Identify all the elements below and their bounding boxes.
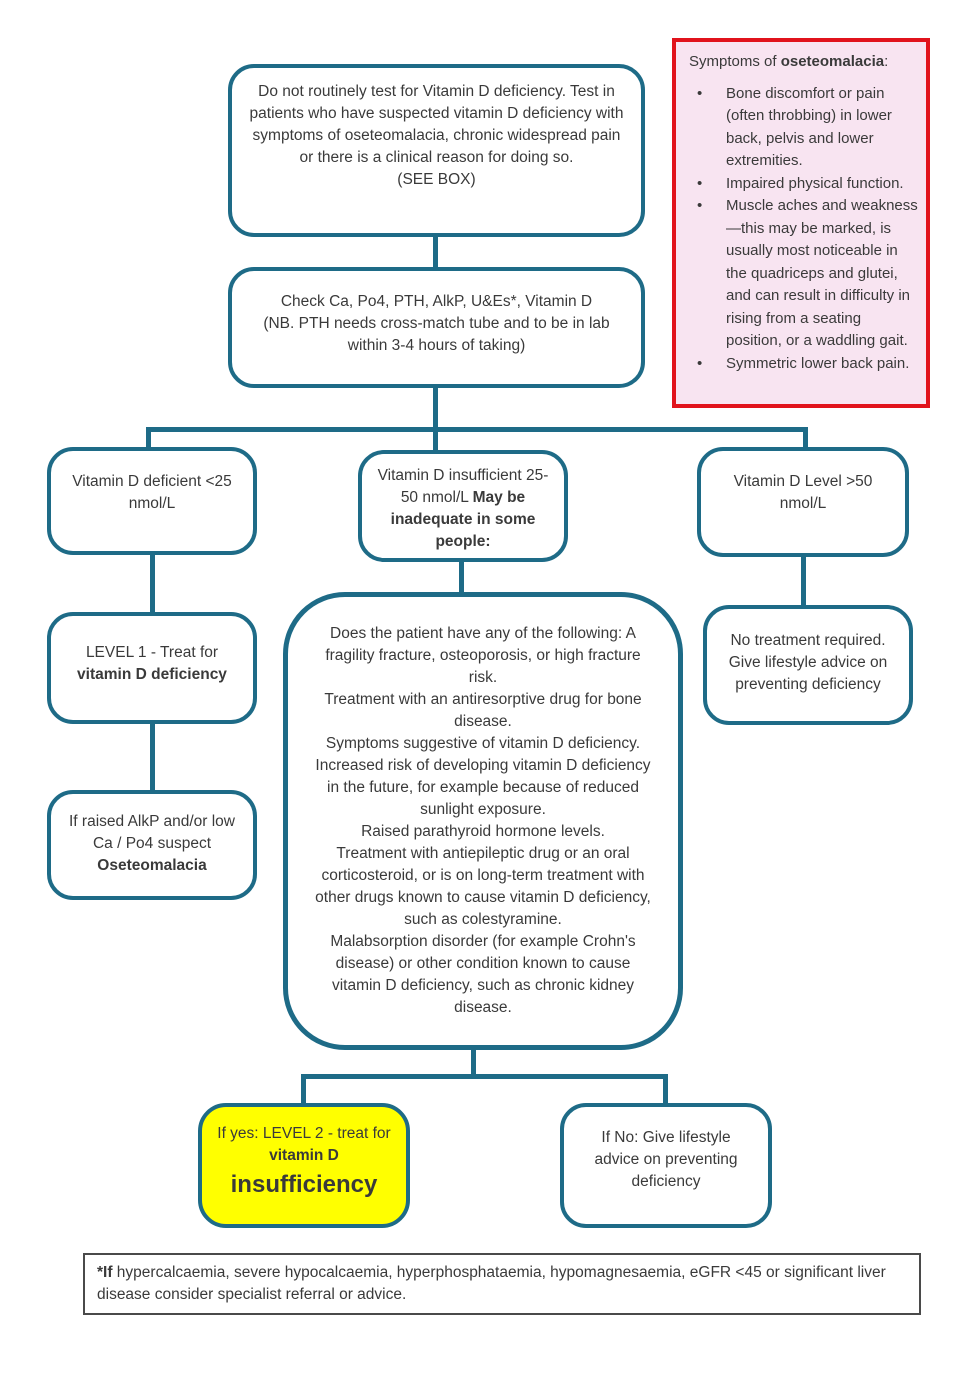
intro-text: Do not routinely test for Vitamin D deficiency. Test in patients who have suspected vitamin D deficiency with symptoms of oseteomalacia, chronic widespread pain or there is a clinical reason for doing so. <box>249 83 624 166</box>
connector-branch-horizontal <box>146 427 808 432</box>
if-no-text: If No: Give lifestyle advice on preventing deficiency <box>594 1129 738 1190</box>
if-no-advice-box <box>560 1103 772 1228</box>
level2-text: If yes: LEVEL 2 - treat for <box>217 1125 391 1142</box>
symptoms-title-suffix: : <box>884 53 889 70</box>
insufficient-text-bold: May be inadequate in some people: <box>390 489 536 550</box>
footnote-bold: *If <box>97 1264 113 1281</box>
connector-drop-ifno <box>663 1074 668 1104</box>
no-treatment-box <box>703 605 913 725</box>
sufficient-branch-box <box>697 447 909 557</box>
connector-insufficient-to-criteria <box>459 560 464 593</box>
deficient-branch-box <box>47 447 257 555</box>
symptoms-title-prefix: Symptoms of <box>689 53 781 70</box>
symptoms-title-bold: oseteomalacia <box>780 53 885 70</box>
level2-text-bold: vitamin D <box>269 1147 339 1164</box>
insufficient-text: Vitamin D insufficient 25- 50 nmol/L <box>377 467 549 506</box>
connector-bottom-horizontal <box>301 1074 668 1079</box>
symptom-item: • Muscle aches and weakness —this may be marked, is usually most noticeable in the quadriceps and glutei, and can result in difficulty in rising from a seating position, or a waddling gait. <box>689 195 918 353</box>
osteomalacia-text-bold: Oseteomalacia <box>97 857 207 874</box>
connector-drop-sufficient <box>803 427 808 448</box>
criteria-item: Treatment with an antiresorptive drug for bone disease. <box>324 691 642 730</box>
symptoms-panel <box>672 38 930 408</box>
level2-treatment-box <box>198 1103 410 1228</box>
criteria-item: Increased risk of developing vitamin D deficiency in the future, for example because of reduced sunlight exposure. <box>315 757 651 818</box>
level1-text: LEVEL 1 - Treat for <box>85 644 219 661</box>
footnote-box <box>83 1253 921 1315</box>
sufficient-text: Vitamin D Level >50 nmol/L <box>733 473 873 512</box>
connector-check-down <box>433 387 438 430</box>
connector-criteria-down <box>471 1048 476 1077</box>
check-line2: (NB. PTH needs cross-match tube and to be in lab within 3-4 hours of taking) <box>263 315 610 354</box>
criteria-item: Treatment with antiepileptic drug or an oral corticosteroid, or is on long-term treatment with other drugs known to cause vitamin D deficiency, such as colestyramine. <box>315 845 651 928</box>
level1-treatment-box <box>47 612 257 724</box>
level2-insufficiency-text: insufficiency <box>230 1171 378 1198</box>
criteria-item: Symptoms suggestive of vitamin D deficiency. <box>325 735 641 752</box>
symptom-item: • Symmetric lower back pain. <box>689 353 918 376</box>
connector-sufficient-to-notreatment <box>801 555 806 606</box>
criteria-item: Malabsorption disorder (for example Crohn's disease) or other condition known to cause vitamin D deficiency, such as chronic kidney disease. <box>330 933 636 1016</box>
intro-see-box: (SEE BOX) <box>397 171 476 188</box>
intro-box <box>228 64 645 237</box>
criteria-box <box>283 592 683 1050</box>
symptoms-title <box>689 51 918 74</box>
check-bloods-box <box>228 267 645 388</box>
connector-drop-insufficient <box>433 427 438 451</box>
connector-intro-to-check <box>433 237 438 268</box>
symptom-item: • Impaired physical function. <box>689 173 918 196</box>
level2-line1 <box>214 1123 394 1167</box>
connector-drop-level2 <box>301 1074 306 1104</box>
symptom-item: • Bone discomfort or pain (often throbbing) in lower back, pelvis and lower extremities. <box>689 83 918 173</box>
deficient-text: Vitamin D deficient <25 nmol/L <box>72 473 232 512</box>
insufficient-branch-box <box>358 450 568 562</box>
osteomalacia-text: If raised AlkP and/or low Ca / Po4 suspect <box>69 813 235 852</box>
criteria-item: Does the patient have any of the following: A fragility fracture, osteoporosis, or high fracture risk. <box>325 625 641 686</box>
level1-text-bold: vitamin D deficiency <box>77 666 227 683</box>
no-treatment-text: No treatment required. Give lifestyle advice on preventing deficiency <box>728 632 888 693</box>
connector-drop-deficient <box>146 427 151 448</box>
osteomalacia-suspect-box <box>47 790 257 900</box>
connector-level1-to-osteomalacia <box>150 722 155 791</box>
criteria-item: Raised parathyroid hormone levels. <box>361 823 605 840</box>
check-line1: Check Ca, Po4, PTH, AlkP, U&Es*, Vitamin D <box>280 293 593 310</box>
footnote-text: hypercalcaemia, severe hypocalcaemia, hyperphosphataemia, hypomagnesaemia, eGFR <45 or significant liver disease consider specialist referral or advice. <box>97 1264 886 1303</box>
symptoms-list <box>689 83 918 376</box>
connector-deficient-to-level1 <box>150 553 155 613</box>
